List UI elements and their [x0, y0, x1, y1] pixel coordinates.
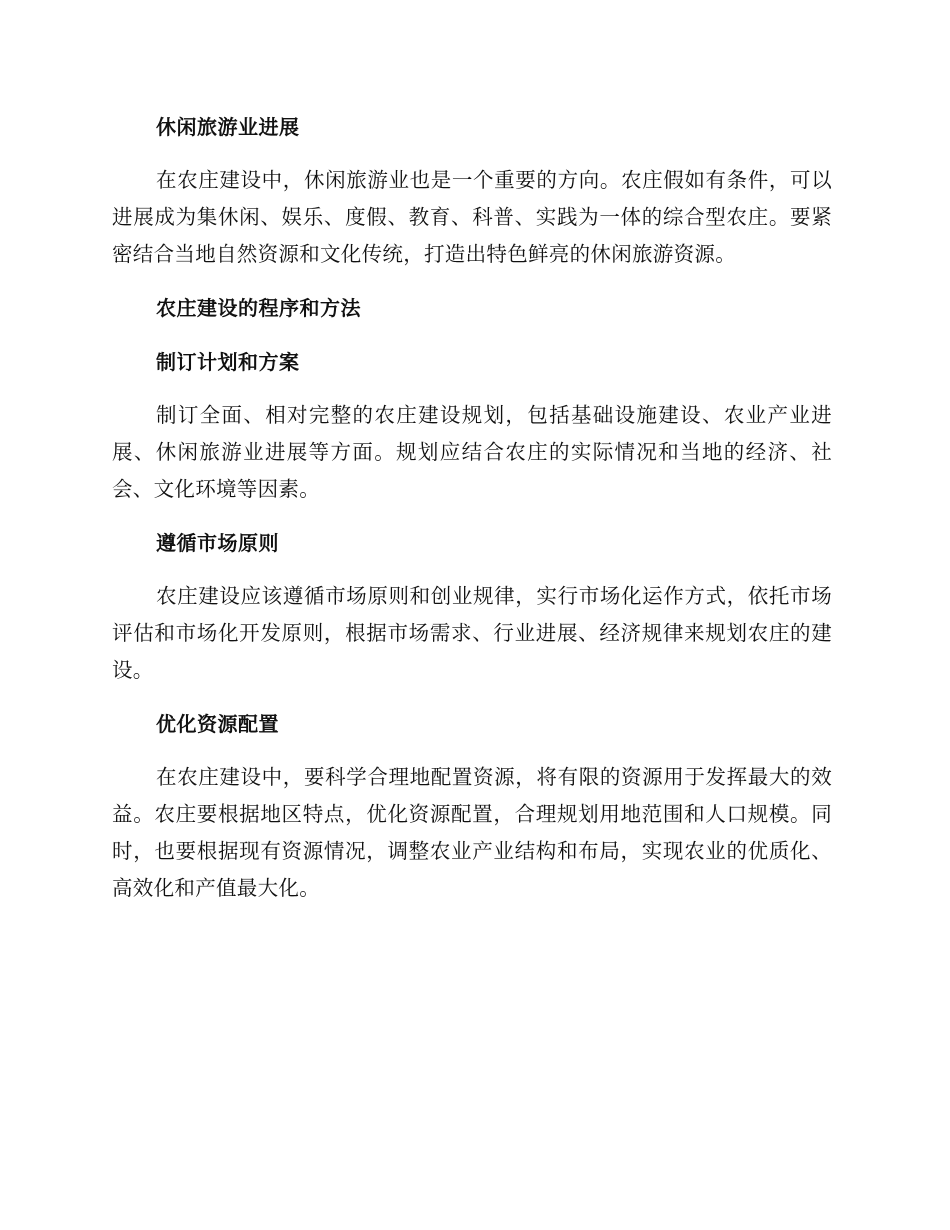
section-paragraph-resource-allocation: 在农庄建设中，要科学合理地配置资源，将有限的资源用于发挥最大的效益。农庄要根据地区特点，优化资源配置，合理规划用地范围和人口规模。同时，也要根据现有资源情况，调整农业产业结构和布局，实现农业的优质化、高效化和产值最大化。 — [112, 765, 832, 900]
section-heading-market-principles: 遵循市场原则 — [156, 531, 279, 555]
section-heading-procedures-methods: 农庄建设的程序和方法 — [156, 296, 361, 320]
section-heading-leisure-tourism: 休闲旅游业进展 — [156, 115, 300, 139]
section-paragraph-leisure-tourism: 在农庄建设中，休闲旅游业也是一个重要的方向。农庄假如有条件，可以进展成为集休闲、娱乐、度假、教育、科普、实践为一体的综合型农庄。要紧密结合当地自然资源和文化传统，打造出特色鲜亮的休闲旅游资源。 — [112, 168, 832, 266]
section-paragraph-market-principles: 农庄建设应该遵循市场原则和创业规律，实行市场化运作方式，依托市场评估和市场化开发原则，根据市场需求、行业进展、经济规律来规划农庄的建设。 — [112, 584, 832, 682]
document-body — [112, 108, 832, 923]
section-heading-plan-and-scheme: 制订计划和方案 — [156, 350, 300, 374]
section-heading-resource-allocation: 优化资源配置 — [156, 712, 279, 736]
section-paragraph-plan-and-scheme: 制订全面、相对完整的农庄建设规划，包括基础设施建设、农业产业进展、休闲旅游业进展等方面。规划应结合农庄的实际情况和当地的经济、社会、文化环境等因素。 — [112, 403, 832, 501]
